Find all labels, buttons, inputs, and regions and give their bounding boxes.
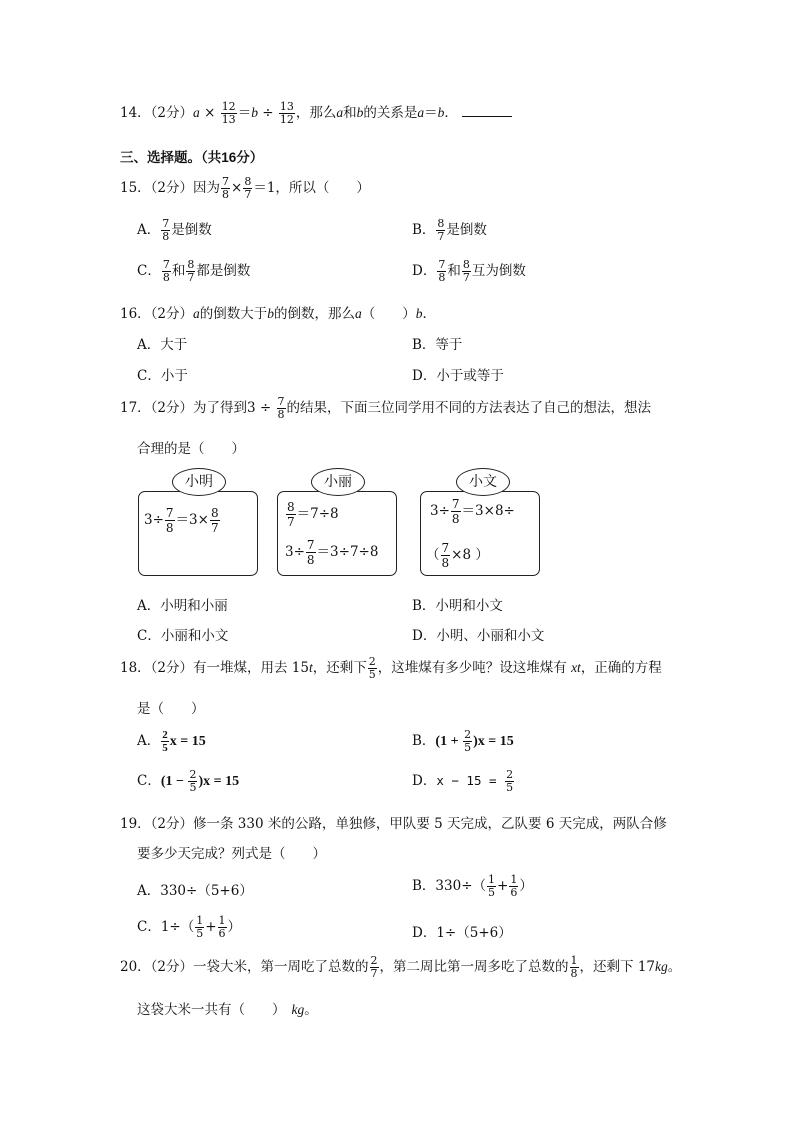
fraction: $\frac{7}{8}$: [277, 395, 285, 421]
q15-option-d[interactable]: D． $\frac{7}{8}$ 和 $\frac{8}{7}$ 互为倒数: [412, 258, 526, 284]
fraction: $\frac{8}{7}$: [287, 500, 295, 529]
fraction: $\frac{1}{6}$: [510, 873, 518, 899]
q15-option-b[interactable]: B． $\frac{8}{7}$ 是倒数: [412, 217, 487, 243]
fraction: $\frac{2}{5}$: [506, 768, 514, 794]
fraction: $\frac{7}{8}$: [306, 538, 315, 567]
q15-option-c[interactable]: C． $\frac{7}{8}$ 和 $\frac{8}{7}$ 都是倒数: [137, 258, 251, 284]
fraction: $\frac{1}{8}$: [570, 954, 578, 980]
fraction: $\frac{2}{5}$: [189, 768, 197, 794]
fraction: $\frac{8}{7}$: [437, 217, 445, 243]
q16-option-b[interactable]: B．等于: [412, 337, 463, 353]
question-18: 18．（2分）有一堆煤，用去 15t，还剩下 $\frac{2}{5}$ ，这堆煤有多少吨？设这堆煤有 xt，正确的方程: [120, 655, 662, 681]
q17-option-c[interactable]: C．小丽和小文: [137, 628, 229, 644]
q19-option-a[interactable]: A．330÷（5+6）: [137, 883, 253, 899]
question-17: 17．（2分）为了得到3 ÷ $\frac{7}{8}$ 的结果，下面三位同学用不同的方法表达了自己的想法，想法: [120, 395, 652, 421]
question-17-line2: 合理的是（ ）: [137, 441, 245, 457]
q19-option-d[interactable]: D．1÷（5+6）: [412, 925, 512, 941]
question-14: 14．（2分）a × $\frac{12}{13}$ ＝b ÷ $\frac{13}{12}$ ，那么a和b的关系是a＝b．: [120, 101, 512, 126]
fraction: $\frac{12}{13}$: [221, 100, 236, 126]
fraction: $\frac{7}{8}$: [451, 497, 460, 526]
q18-option-a[interactable]: A． $\frac{2}{5}$ x = 15: [137, 729, 206, 754]
xiaoli-expression-2: 3÷ $\frac{7}{8}$ ＝3÷7÷8: [285, 538, 379, 567]
q18-option-c[interactable]: C．(1 − $\frac{2}{5}$ )x = 15: [137, 768, 240, 794]
q16-option-c[interactable]: C．小于: [137, 368, 188, 384]
q19-option-c[interactable]: C．1÷（ $\frac{1}{5}$ + $\frac{1}{6}$ ）: [137, 914, 242, 940]
fraction: $\frac{1}{5}$: [488, 873, 495, 899]
question-20-line2: 这袋大米一共有（ ） kg。: [137, 1002, 318, 1018]
fraction: $\frac{2}{7}$: [370, 954, 378, 980]
q18-option-d[interactable]: D．x − 15 = $\frac{2}{5}$: [412, 768, 514, 794]
xiaoli-name-tag: 小丽: [311, 468, 365, 496]
fraction: $\frac{7}{8}$: [222, 175, 230, 201]
xiaoming-expression: 3÷ $\frac{7}{8}$ ＝3× $\frac{8}{7}$: [144, 506, 219, 535]
fraction: $\frac{2}{5}$: [464, 728, 472, 754]
fraction: $\frac{8}{7}$: [244, 175, 252, 201]
xiaowen-name-tag: 小文: [456, 468, 510, 496]
q18-option-b[interactable]: B．(1 + $\frac{2}{5}$ )x = 15: [412, 728, 514, 754]
question-15: 15．（2分）因为 $\frac{7}{8}$ × $\frac{8}{7}$ ＝1，所以（ ）: [120, 175, 370, 201]
q19-option-b[interactable]: B．330÷（ $\frac{1}{5}$ + $\frac{1}{6}$ ）: [412, 873, 533, 899]
fraction: $\frac{13}{12}$: [279, 100, 294, 126]
fraction: $\frac{7}{8}$: [162, 217, 170, 243]
fraction: $\frac{8}{7}$: [462, 258, 470, 284]
q17-option-b[interactable]: B．小明和小文: [412, 598, 503, 614]
fraction: $\frac{2}{5}$: [368, 655, 376, 681]
fraction: $\frac{1}{6}$: [218, 914, 226, 940]
question-19: 19．（2分）修一条 330 米的公路，单独修，甲队要 5 天完成，乙队要 6 天完成，两队合修: [120, 816, 667, 832]
fraction: $\frac{7}{8}$: [441, 541, 450, 570]
fraction: $\frac{2}{5}$: [162, 729, 168, 754]
question-18-line2: 是（ ）: [137, 701, 205, 717]
fraction: $\frac{7}{8}$: [165, 506, 174, 535]
xiaoli-expression-1: $\frac{8}{7}$ ＝7÷8: [287, 500, 339, 529]
fraction: $\frac{1}{5}$: [196, 914, 204, 940]
q17-option-a[interactable]: A．小明和小丽: [137, 598, 228, 614]
xiaowen-expression-1: 3÷ $\frac{7}{8}$ ＝3×8÷: [430, 497, 515, 526]
answer-blank[interactable]: [462, 104, 512, 117]
question-16: 16．（2分）a的倒数大于b的倒数，那么a（ ）b．: [120, 306, 437, 322]
section-title: 三、选择题。（共16分）: [120, 150, 264, 165]
fraction: $\frac{7}{8}$: [438, 258, 446, 284]
q16-option-d[interactable]: D．小于或等于: [412, 368, 504, 384]
q15-option-a[interactable]: A． $\frac{7}{8}$ 是倒数: [137, 217, 212, 243]
question-20: 20．（2分）一袋大米，第一周吃了总数的 $\frac{2}{7}$ ，第二周比第一周多吃了总数的 $\frac{1}{8}$ ，还剩下 17kg。: [120, 954, 682, 980]
question-19-line2: 要多少天完成？列式是（ ）: [137, 846, 326, 862]
xiaowen-expression-2: （ $\frac{7}{8}$ ×8 ）: [426, 541, 489, 570]
fraction: $\frac{8}{7}$: [210, 506, 219, 535]
fraction: $\frac{7}{8}$: [162, 258, 170, 284]
q16-option-a[interactable]: A．大于: [137, 337, 188, 353]
fraction: $\frac{8}{7}$: [187, 258, 195, 284]
q17-option-d[interactable]: D．小明、小丽和小文: [412, 628, 545, 644]
xiaoming-name-tag: 小明: [172, 468, 226, 496]
